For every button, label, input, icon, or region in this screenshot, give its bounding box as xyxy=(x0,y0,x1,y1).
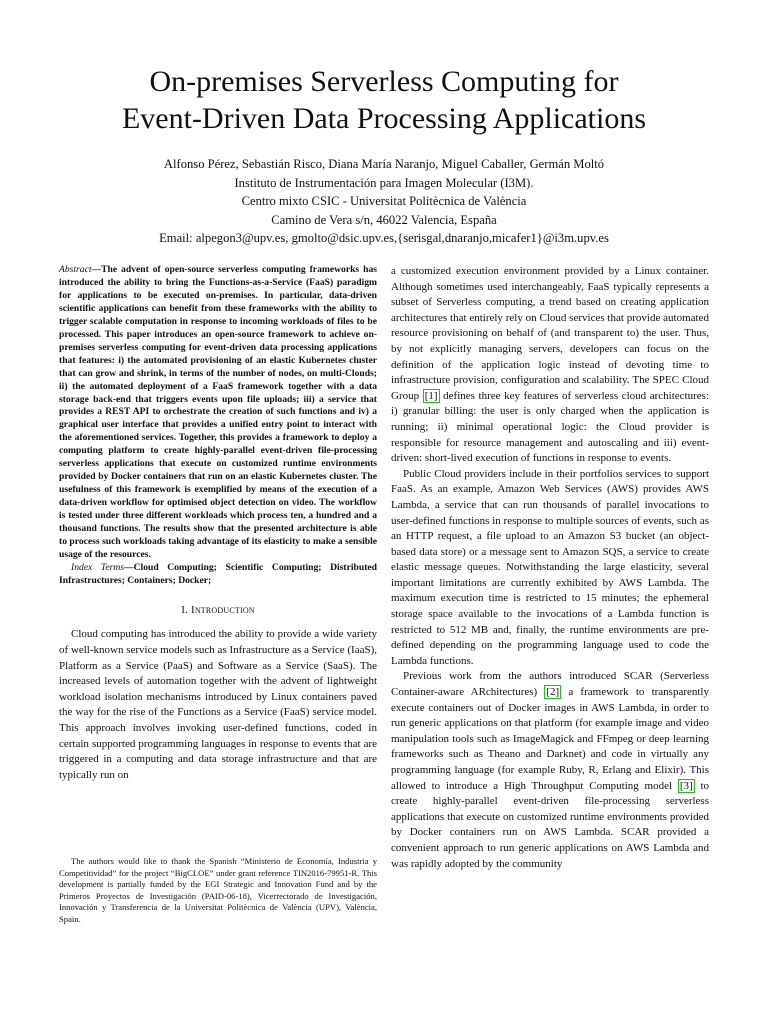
section-number: I. xyxy=(181,603,191,616)
paper-title-line-1: On-premises Serverless Computing for xyxy=(149,65,619,98)
author-emails: Email: alpegon3@upv.es, gmolto@dsic.upv.es,{serisgal,dnaranjo,micafer1}@i3m.upv.es xyxy=(159,231,609,246)
citation-link-3[interactable]: [3] xyxy=(679,779,693,792)
paragraph-text: defines three key features of serverless cloud architectures: i) granular billing: the user is only charged when the application is running; ii) minimal operational logic: the Cloud provider is responsible for resource management and autoscaling and iii) event-driven: short-lived execution of functions in response to events. xyxy=(391,389,709,465)
index-terms xyxy=(59,562,377,588)
left-column xyxy=(59,264,377,783)
paragraph-text: a framework to transparently execute containers out of Docker images in AWS Lambda, in order to run generic applications on that platform (for example image and video manipulation tools such as ImageMagick and FFmpeg or deep learning frameworks such as Theano and Darknet) and code in virtually any programming language (for example Ruby, R, Erlang and Elixir). This allowed to introduce a High Throughput Computing model xyxy=(391,686,709,792)
intro-paragraph-left: Cloud computing has introduced the ability to provide a wide variety of well-known service models such as Infrastructure as a Service (IaaS), Platform as a Service (PaaS) and Software as a Service (SaaS). The increased levels of automation together with the advent of lightweight workload isolation mechanisms introduced by Linux containers paved the way for the rise of the Functions as a Service (FaaS) service model. This approach involves invoking user-defined functions, coded in certain supported programming languages in response to events that are triggered in a computing and data storage infrastructure and that are typically run on xyxy=(59,628,377,781)
section-title: Introduction xyxy=(190,603,255,616)
abstract-lead: Abstract xyxy=(59,264,92,275)
citation-link-2[interactable]: [2] xyxy=(546,686,560,699)
funding-footnote: The authors would like to thank the Spanish “Ministerio de Economía, Industria y Competitividad” for the project “BigCLOE” under grant reference TIN2016-79951-R. This development is partially funded by the EGI Strategic and Innovation Fund and by the Primeros Proyectos de Investigación (PAID-06-18), Vicerrectorado de Investigación, Innovación y Transferencia de la Universitat Politècnica de València (UPV), València, Spain. xyxy=(59,856,377,924)
paragraph-text: to create highly-parallel event-driven file-processing serverless applications that execute on customized runtime environments provided by Docker containers run on AWS Lambda. SCAR provided a convenient approach to run generic applications on AWS Lambda and was rapidly adopted by the community xyxy=(391,779,709,870)
paragraph-text: a customized execution environment provided by a Linux container. Although sometimes used interchangeably, FaaS typically represents a subset of Serverless computing, a trend based on creating application architectures that entirely rely on Cloud services that provide automated resource provisioning on behalf of (and transparent to) the user. Thus, by not explicitly managing servers, developers can focus on the definition of the application logic instead of devoting time to infrastructure provision, configuration and scalability. The SPEC Cloud Group xyxy=(391,265,709,402)
public-cloud-paragraph: Public Cloud providers include in their portfolios services to support FaaS. As an example, Amazon Web Services (AWS) provides AWS Lambda, a service that can run thousands of parallel invocations to user-defined functions in response to multiple sources of events, such as an HTTP request, a file upload to an Amazon S3 bucket (an object-based data store) or a message sent to Amazon SQS, a service to create elastic message queues. Notwithstanding the large elasticity, several important limitations are currently exhibited by AWS Lambda. The maximum execution time is restricted to 15 minutes; the ephemeral storage space available to the invocations of a Lambda function is restricted to 512 MB and, finally, the runtime environments are pre-defined depending on the programming language used to code the Lambda functions. xyxy=(391,467,709,667)
author-names: Alfonso Pérez, Sebastián Risco, Diana María Naranjo, Miguel Caballer, Germán Moltó xyxy=(163,157,605,171)
affiliation-address: Camino de Vera s/n, 46022 Valencia, España xyxy=(271,212,497,227)
intro-paragraph-continued xyxy=(391,264,709,467)
affiliation-institute: Instituto de Instrumentación para Imagen Molecular (I3M). xyxy=(234,175,534,190)
paper-title xyxy=(60,63,708,137)
scar-paragraph xyxy=(391,669,709,872)
paper-title-line-2: Event-Driven Data Processing Applications xyxy=(121,102,647,135)
author-block xyxy=(40,155,728,248)
index-terms-lead: Index Terms xyxy=(71,561,125,573)
abstract xyxy=(59,264,377,562)
citation-link-1[interactable]: [1] xyxy=(424,389,438,402)
section-heading-introduction xyxy=(59,603,377,619)
index-terms-text: —Cloud Computing; Scientific Computing; Distributed Infrastructures; Containers; Docker; xyxy=(59,561,378,586)
affiliation-center: Centro mixto CSIC - Universitat Politècnica de València xyxy=(241,194,527,209)
abstract-text: —The advent of open-source serverless computing frameworks has introduced the ability to bring the Functions-as-a-Service (FaaS) paradigm for applications to be executed on-premises. In particular, data-driven scientific applications can benefit from these frameworks with the ability to trigger scalable computation in response to incoming workloads of files to be processed. This paper introduces an open-source framework to achieve on-premises serverless computing for event-driven data processing applications that features: i) the automated provisioning of an elastic Kubernetes cluster that can grow and shrink, in terms of the number of nodes, on multi-Clouds; ii) the automated deployment of a FaaS framework together with a data storage back-end that triggers events upon file uploads; iii) a service that provides a REST API to orchestrate the creation of such functions and iv) a graphical user interface that provides a unified entry point to interact with the aforementioned services. Together, this provides a framework to deploy a computing platform to create highly-parallel event-driven file-processing serverless applications that execute on customized runtime environments provided by Docker containers that run on an elastic Kubernetes cluster. The usefulness of this framework is exemplified by means of the execution of a data-driven workflow for optimised object detection on video. The workflow is tested under three different workloads which process ten, a hundred and a thousand functions. The results show that the presented architecture is able to process such workloads taking advantage of its elasticity to make a sensible usage of the resources. xyxy=(59,264,377,560)
right-column xyxy=(391,264,709,872)
paragraph-text: Previous work from the authors introduced SCAR (Serverless Container-aware ARchitectures) xyxy=(391,670,709,699)
